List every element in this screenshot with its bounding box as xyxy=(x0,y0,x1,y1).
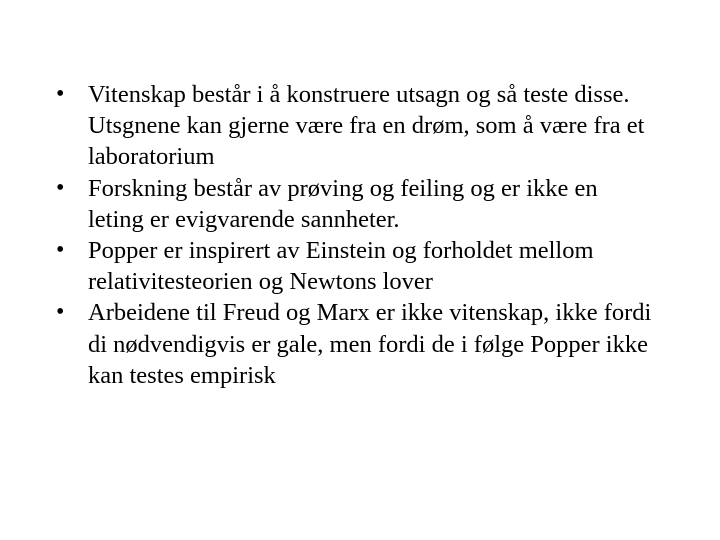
bullet-marker: • xyxy=(56,174,65,201)
bullet-list xyxy=(56,79,656,391)
bullet-text: Forskning består av prøving og feiling og er ikke en leting er evigvarende sannheter. xyxy=(88,174,598,233)
bullet-item xyxy=(56,235,656,297)
bullet-text: Arbeidene til Freud og Marx er ikke vitenskap, ikke fordi di nødvendigvis er gale, men fordi de i følge Popper ikke kan testes empirisk xyxy=(88,299,652,389)
bullet-item xyxy=(56,79,656,173)
bullet-text: Vitenskap består i å konstruere utsagn og så teste disse. Utsgnene kan gjerne være fra en drøm, som å være fra et laboratorium xyxy=(88,81,645,171)
bullet-marker: • xyxy=(56,299,65,326)
bullet-marker: • xyxy=(56,237,65,264)
bullet-item xyxy=(56,297,656,391)
bullet-item xyxy=(56,173,656,235)
bullet-text: Popper er inspirert av Einstein og forholdet mellom relativitesteorien og Newtons lover xyxy=(88,237,594,296)
bullet-marker: • xyxy=(56,81,65,107)
